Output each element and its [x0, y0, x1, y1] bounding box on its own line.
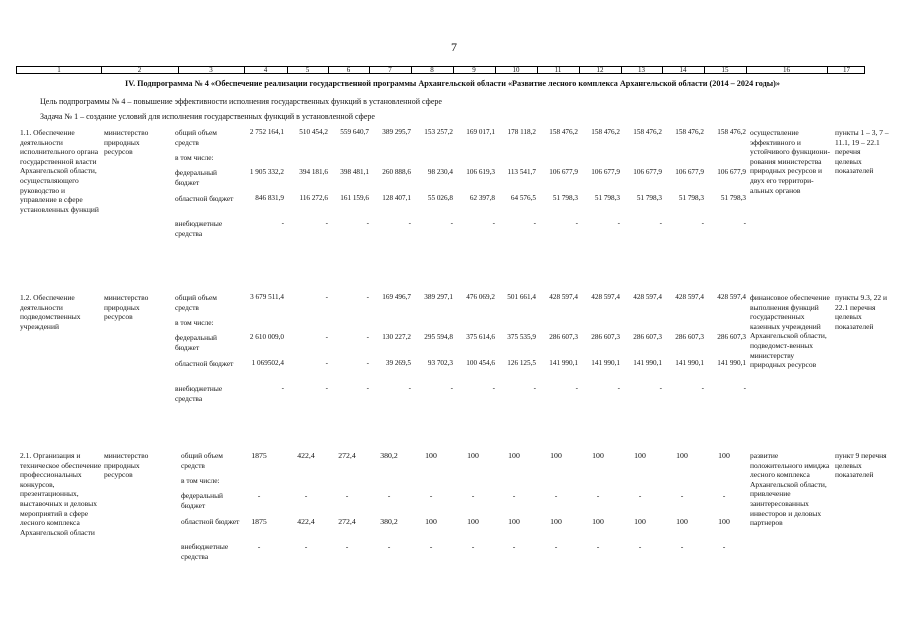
budget-value: 161 159,6 [340, 194, 369, 202]
budget-value: 141 990,1 [549, 359, 578, 367]
budget-value: 501 661,4 [507, 293, 536, 301]
budget-value: 106 677,9 [591, 168, 620, 176]
budget-value: 286 607,3 [633, 333, 662, 341]
funding-source-label: внебюджетные средства [175, 219, 223, 238]
budget-value: 1 069502,4 [251, 359, 284, 367]
budget-value: - [596, 491, 600, 500]
budget-value: 100 [508, 451, 520, 460]
activity-name: 1.2. Обеспечение деятельности подведомственных учреждений [20, 293, 81, 331]
budget-value: - [450, 219, 453, 227]
column-number: 4 [263, 66, 268, 74]
budget-value: - [659, 384, 662, 392]
budget-value: 260 888,6 [382, 168, 411, 176]
budget-value: 428 597,4 [675, 293, 704, 301]
budget-value: 375 535,9 [507, 333, 536, 341]
budget-value: 100 [592, 517, 604, 526]
budget-value: 428 597,4 [717, 293, 746, 301]
budget-value: 141 990,1 [591, 359, 620, 367]
budget-value: 3 679 511,4 [250, 293, 284, 301]
budget-value: - [512, 491, 516, 500]
executor: министерство природных ресурсов [104, 128, 149, 157]
budget-value: 116 272,6 [299, 194, 328, 202]
budget-value: - [575, 384, 578, 392]
budget-value: 93 702,3 [427, 359, 453, 367]
budget-value: 1875 [251, 517, 267, 526]
budget-value: 169 496,7 [382, 293, 411, 301]
budget-value: - [596, 542, 600, 551]
executor: министерство природных ресурсов [104, 451, 149, 480]
budget-value: 113 541,7 [507, 168, 536, 176]
budget-value: 130 227,2 [382, 333, 411, 341]
budget-value: 428 597,4 [591, 293, 620, 301]
subprogram-task: Задача № 1 – создание условий для исполнения государственных функций в установленной сфере [40, 112, 375, 121]
budget-value: - [680, 491, 684, 500]
page-number: 7 [451, 40, 457, 54]
funding-source-label: областной бюджет [175, 194, 234, 203]
budget-value: - [257, 542, 261, 551]
budget-value: 295 594,8 [424, 333, 453, 341]
budget-value: 2 610 009,0 [249, 333, 284, 341]
budget-value: 286 607,3 [717, 333, 746, 341]
column-number: 6 [346, 66, 351, 74]
budget-value: 106 619,3 [466, 168, 495, 176]
budget-value: 141 990,1 [633, 359, 662, 367]
budget-value: - [659, 219, 662, 227]
funding-source-label: общий объем средств [175, 128, 217, 147]
budget-value: 39 269,5 [385, 359, 411, 367]
budget-value: - [722, 491, 726, 500]
budget-value: 106 677,9 [633, 168, 662, 176]
budget-value: - [257, 491, 261, 500]
budget-value: 272,4 [338, 451, 356, 460]
column-number: 17 [843, 66, 850, 74]
budget-value: 428 597,4 [549, 293, 578, 301]
budget-value: 100 [508, 517, 520, 526]
expected-result: финансовое обеспечение выполнения функций государственных казенных учреждений Архангельской области, подведомст-венных министерству природных ресурсов [750, 293, 830, 370]
budget-value: 100 [718, 517, 730, 526]
budget-value: - [701, 219, 704, 227]
budget-value: 51 798,3 [594, 194, 620, 202]
budget-value: - [743, 384, 746, 392]
budget-value: 98 230,4 [427, 168, 453, 176]
budget-value: 286 607,3 [591, 333, 620, 341]
funding-source-label: в том числе: [181, 476, 220, 485]
budget-value: 510 454,2 [299, 128, 328, 136]
budget-value: 106 677,9 [675, 168, 704, 176]
target-indicators: пункты 1 – 3, 7 – 11.1, 19 – 22.1 перечня целевых показателей [835, 128, 889, 176]
budget-value: - [429, 542, 433, 551]
budget-value: 51 798,3 [636, 194, 662, 202]
budget-value: - [408, 219, 411, 227]
budget-value: 394 181,6 [299, 168, 328, 176]
budget-value: 106 677,9 [549, 168, 578, 176]
budget-value: 100 [425, 451, 437, 460]
budget-value: - [743, 219, 746, 227]
budget-value: 64 576,5 [510, 194, 536, 202]
budget-value: 380,2 [380, 517, 398, 526]
budget-value: 1875 [251, 451, 267, 460]
column-number: 2 [137, 66, 142, 74]
budget-value: 100 [550, 451, 562, 460]
budget-value: 106 677,9 [717, 168, 746, 176]
budget-value: 100 [425, 517, 437, 526]
column-number: 9 [472, 66, 476, 74]
expected-result: развитие положительного имиджа лесного комплекса Архангельской области, привлечение заинтересованных инвесторов и деловых партнеров [750, 451, 830, 528]
budget-value: 100 [467, 517, 479, 526]
budget-value: - [366, 359, 369, 367]
budget-value: - [345, 542, 349, 551]
budget-value: 100 [550, 517, 562, 526]
budget-value: 389 295,7 [382, 128, 411, 136]
budget-value: - [281, 384, 284, 392]
budget-value: - [638, 542, 642, 551]
budget-value: 158 476,2 [717, 128, 746, 136]
column-number: 15 [721, 66, 729, 74]
budget-value: - [429, 491, 433, 500]
budget-value: - [366, 219, 369, 227]
budget-value: 158 476,2 [675, 128, 704, 136]
budget-value: - [450, 384, 453, 392]
budget-value: 158 476,2 [549, 128, 578, 136]
budget-value: 51 798,3 [678, 194, 704, 202]
funding-source-label: общий объем средств [175, 293, 217, 312]
budget-value: - [304, 491, 308, 500]
funding-source-label: областной бюджет [175, 359, 234, 368]
target-indicators: пункты 9.3, 22 и 22.1 перечня целевых показателей [835, 293, 888, 331]
budget-value: - [281, 219, 284, 227]
budget-value: - [492, 384, 495, 392]
budget-value: 380,2 [380, 451, 398, 460]
budget-value: - [387, 491, 391, 500]
budget-value: 100 [467, 451, 479, 460]
executor: министерство природных ресурсов [104, 293, 149, 322]
budget-value: - [345, 491, 349, 500]
column-number: 12 [596, 66, 604, 74]
budget-value: - [492, 219, 495, 227]
column-number: 1 [57, 66, 61, 74]
budget-value: - [701, 384, 704, 392]
activity-name: 1.1. Обеспечение деятельности исполнительного органа государственной власти Архангельской области, осуществляющего руководство и управление в сфере установленных функций [20, 128, 99, 214]
funding-source-label: в том числе: [175, 318, 214, 327]
expected-result: осуществление эффективного и устойчивого функциони-рования министерства природных ресурсов и двух его территори-альных органов [750, 128, 830, 195]
budget-value: 128 407,1 [382, 194, 411, 202]
budget-value: - [722, 542, 726, 551]
funding-source-label: внебюджетные средства [181, 542, 229, 561]
column-number: 16 [783, 66, 790, 74]
budget-value: 51 798,3 [720, 194, 746, 202]
budget-value: 126 125,5 [507, 359, 536, 367]
column-number: 10 [512, 66, 520, 74]
column-number: 13 [638, 66, 645, 74]
budget-value: - [533, 384, 536, 392]
budget-value: - [325, 359, 328, 367]
target-indicators: пункт 9 перечня целевых показателей [835, 451, 887, 480]
column-number: 14 [679, 66, 687, 74]
budget-value: 1 905 332,2 [249, 168, 284, 176]
budget-value: - [387, 542, 391, 551]
budget-value: 422,4 [297, 451, 315, 460]
budget-value: 398 481,1 [340, 168, 369, 176]
budget-value: - [471, 542, 475, 551]
budget-value: 100 [634, 451, 646, 460]
budget-value: 559 640,7 [340, 128, 369, 136]
budget-value: - [554, 542, 558, 551]
budget-value: - [554, 491, 558, 500]
budget-value: - [638, 491, 642, 500]
budget-value: 169 017,1 [466, 128, 495, 136]
budget-value: 272,4 [338, 517, 356, 526]
subprogram-goal: Цель подпрограммы № 4 – повышение эффективности исполнения государственных функций в установленной сфере [40, 97, 442, 106]
budget-value: 55 026,8 [427, 194, 453, 202]
activity-name: 2.1. Организация и техническое обеспечение профессиональных конкурсов, презентационных, выставочных и деловых мероприятий в сфере лесного комплекса Архангельской области [20, 451, 102, 537]
budget-value: - [617, 384, 620, 392]
budget-value: - [304, 542, 308, 551]
budget-value: - [366, 384, 369, 392]
budget-value: - [325, 219, 328, 227]
budget-value: - [575, 219, 578, 227]
funding-source-label: внебюджетные средства [175, 384, 223, 403]
budget-value: 389 297,1 [424, 293, 453, 301]
budget-value: 2 752 164,1 [249, 128, 284, 136]
budget-value: - [533, 219, 536, 227]
column-number-header [16, 66, 865, 74]
budget-value: 153 257,2 [424, 128, 453, 136]
budget-value: 158 476,2 [633, 128, 662, 136]
budget-value: - [680, 542, 684, 551]
budget-value: 51 798,3 [552, 194, 578, 202]
column-number: 11 [554, 66, 562, 74]
budget-value: 100 [634, 517, 646, 526]
budget-value: 428 597,4 [633, 293, 662, 301]
budget-value: 100 [718, 451, 730, 460]
budget-value: 158 476,2 [591, 128, 620, 136]
funding-source-label: областной бюджет [181, 517, 240, 526]
column-number: 8 [430, 66, 434, 74]
budget-value: - [512, 542, 516, 551]
budget-value: 100 454,6 [466, 359, 495, 367]
budget-value: 476 069,2 [466, 293, 495, 301]
budget-value: 141 990,1 [675, 359, 704, 367]
funding-source-label: федеральный бюджет [175, 333, 217, 352]
budget-value: - [617, 219, 620, 227]
budget-value: - [408, 384, 411, 392]
budget-value: - [325, 293, 328, 301]
budget-value: 846 831,9 [255, 194, 284, 202]
funding-source-label: федеральный бюджет [181, 491, 223, 510]
budget-value: - [325, 384, 328, 392]
funding-source-label: общий объем средств [181, 451, 223, 470]
budget-value: - [325, 333, 328, 341]
column-number: 3 [209, 66, 213, 74]
budget-value: 141 990,1 [717, 359, 746, 367]
budget-value: - [471, 491, 475, 500]
budget-value: 286 607,3 [675, 333, 704, 341]
section-title: IV. Подпрограмма № 4 «Обеспечение реализации государственной программы Архангельской области «Развитие лесного комплекса Архангельской области (2014 – 2024 годы)» [125, 79, 780, 88]
budget-value: - [366, 293, 369, 301]
budget-value: 422,4 [297, 517, 315, 526]
budget-value: 100 [676, 517, 688, 526]
budget-value: 178 118,2 [507, 128, 536, 136]
funding-source-label: в том числе: [175, 153, 214, 162]
budget-value: 286 607,3 [549, 333, 578, 341]
budget-value: 100 [592, 451, 604, 460]
budget-value: 100 [676, 451, 688, 460]
budget-value: 375 614,6 [466, 333, 495, 341]
column-number: 7 [388, 66, 392, 74]
column-number: 5 [305, 66, 310, 74]
budget-value: - [366, 333, 369, 341]
funding-source-label: федеральный бюджет [175, 168, 217, 187]
budget-value: 62 397,8 [469, 194, 495, 202]
